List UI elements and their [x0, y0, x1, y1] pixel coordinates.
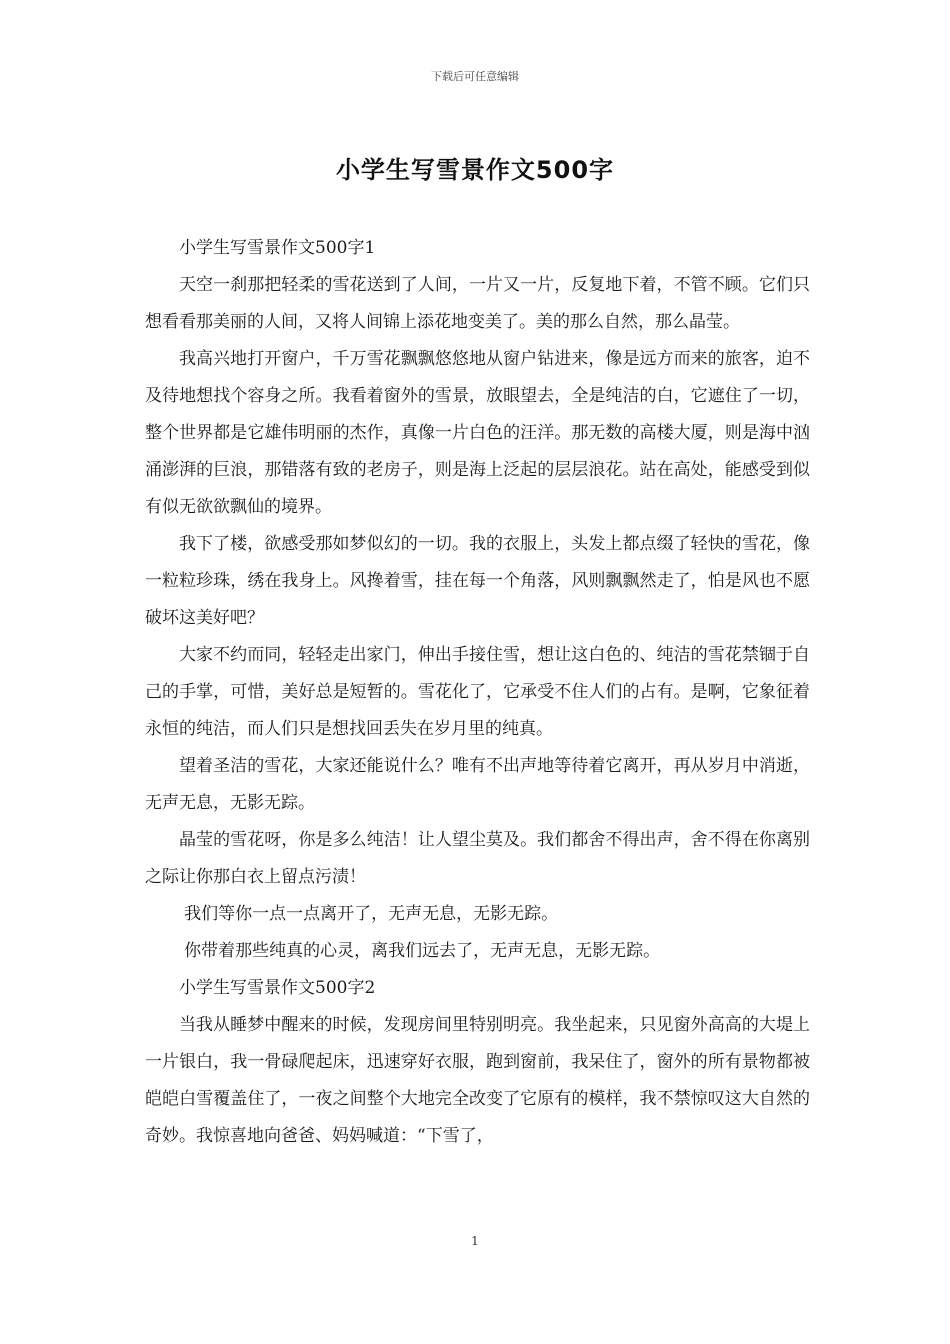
page-header-note: 下载后可任意编辑 — [431, 70, 519, 83]
paragraph: 我下了楼，欲感受那如梦似幻的一切。我的衣服上，头发上都点缀了轻快的雪花，像一粒粒珍珠，绣在我身上。风搀着雪，挂在每一个角落，风则飘飘然走了，怕是风也不愿破坏这美好吧？ — [145, 534, 810, 628]
section-heading-1: 小学生写雪景作文500字1 — [179, 238, 376, 258]
paragraph: 望着圣洁的雪花，大家还能说什么？唯有不出声地等待着它离开，再从岁月中消逝，无声无息，无影无踪。 — [145, 756, 810, 813]
paragraph: 大家不约而同，轻轻走出家门，伸出手接住雪，想让这白色的、纯洁的雪花禁锢于自己的手掌，可惜，美好总是短暂的。雪花化了，它承受不住人们的占有。是啊，它象征着永恒的纯洁，而人们只是想找回丢失在岁月里的纯真。 — [145, 645, 810, 739]
page-number: 1 — [471, 1234, 479, 1248]
paragraph: 你带着那些纯真的心灵，离我们远去了，无声无息，无影无踪。 — [184, 941, 661, 961]
section-heading-2: 小学生写雪景作文500字2 — [179, 978, 376, 998]
paragraph: 我高兴地打开窗户，千万雪花飘飘悠悠地从窗户钻进来，像是远方而来的旅客，迫不及待地想找个容身之所。我看着窗外的雪景，放眼望去，全是纯洁的白，它遮住了一切，整个世界都是它雄伟明丽的杰作，真像一片白色的汪洋。那无数的高楼大厦，则是海中汹涌澎湃的巨浪，那错落有致的老房子，则是海上泛起的层层浪花。站在高处，能感受到似有似无欲欲飘仙的境界。 — [145, 349, 810, 517]
document-title: 小学生写雪景作文500字 — [335, 156, 615, 184]
paragraph: 当我从睡梦中醒来的时候，发现房间里特别明亮。我坐起来，只见窗外高高的大堤上一片银白，我一骨碌爬起床，迅速穿好衣服，跑到窗前，我呆住了，窗外的所有景物都被皑皑白雪覆盖住了，一夜之间整个大地完全改变了它原有的模样，我不禁惊叹这大自然的奇妙。我惊喜地向爸爸、妈妈喊道：“下雪了， — [145, 1015, 810, 1146]
paragraph: 我们等你一点一点离开了，无声无息，无影无踪。 — [184, 904, 559, 924]
document-body — [145, 230, 810, 1155]
paragraph: 晶莹的雪花呀，你是多么纯洁！让人望尘莫及。我们都舍不得出声，舍不得在你离别之际让你那白衣上留点污渍！ — [145, 830, 810, 887]
paragraph: 天空一刹那把轻柔的雪花送到了人间，一片又一片，反复地下着，不管不顾。它们只想看看那美丽的人间，又将人间锦上添花地变美了。美的那么自然，那么晶莹。 — [145, 275, 810, 332]
